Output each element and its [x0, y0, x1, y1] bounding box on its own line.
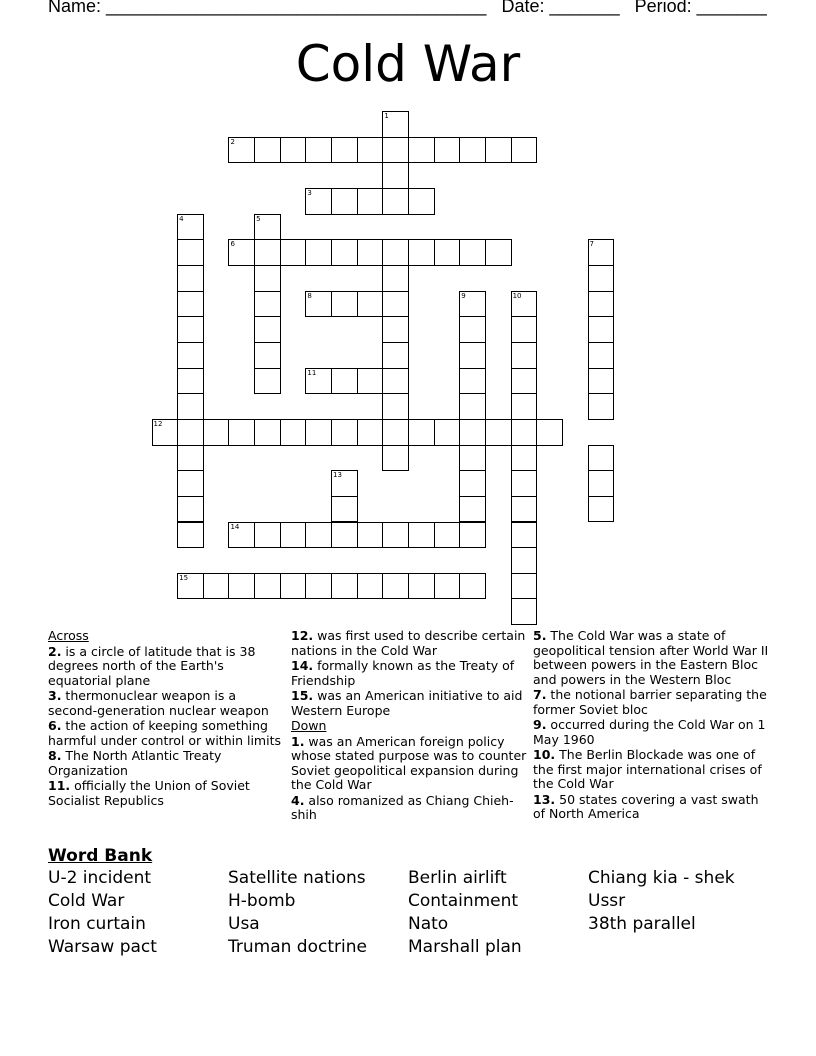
grid-cell[interactable] [152, 419, 179, 446]
grid-cell[interactable] [177, 393, 204, 420]
clue-number-label: 1. [291, 733, 305, 749]
clue-text: the notional barrier separating the former Soviet bloc [533, 687, 767, 717]
grid-cell[interactable] [408, 188, 435, 215]
grid-cell[interactable] [459, 419, 486, 446]
grid-cell[interactable] [382, 573, 409, 600]
grid-cell[interactable] [511, 291, 538, 318]
clue-number: 15 [179, 573, 189, 582]
clue-number: 7 [589, 240, 595, 249]
clue-number-label: 5. [533, 628, 547, 643]
grid-cell[interactable] [177, 342, 204, 369]
grid-cell[interactable] [254, 291, 281, 318]
grid-cell[interactable] [331, 522, 358, 549]
grid-cell[interactable] [254, 573, 281, 600]
grid-cell[interactable] [305, 137, 332, 164]
clue-number-label: 8. [48, 748, 62, 763]
word-bank-item: Nato [408, 914, 449, 934]
word-bank-item: Cold War [48, 891, 125, 911]
clue [291, 794, 527, 823]
grid-cell[interactable] [331, 496, 358, 523]
grid-cell[interactable] [305, 291, 332, 318]
grid-cell[interactable] [408, 419, 435, 446]
clue-section-heading: Across [48, 628, 89, 643]
clue-text: the action of keeping something harmful under control or within limits [48, 718, 281, 748]
word-bank-item: Usa [228, 914, 260, 934]
grid-cell[interactable] [408, 239, 435, 266]
grid-cell[interactable] [459, 393, 486, 420]
grid-cell[interactable] [511, 368, 538, 395]
clue-number-label: 4. [291, 792, 305, 808]
grid-cell[interactable] [331, 368, 358, 395]
grid-cell[interactable] [177, 291, 204, 318]
grid-cell[interactable] [203, 419, 230, 446]
grid-cell[interactable] [203, 573, 230, 600]
grid-cell[interactable] [228, 573, 255, 600]
grid-cell[interactable] [305, 419, 332, 446]
clue-number-label: 14. [291, 658, 314, 673]
word-bank-title: Word Bank [48, 846, 153, 866]
grid-cell[interactable] [280, 239, 307, 266]
grid-cell[interactable] [357, 188, 384, 215]
clue-number: 12 [153, 419, 163, 428]
clue-number-label: 11. [48, 778, 71, 793]
grid-cell[interactable] [382, 522, 409, 549]
grid-cell[interactable] [280, 573, 307, 600]
clue-number: 10 [512, 291, 522, 300]
grid-cell[interactable] [382, 368, 409, 395]
word-bank-item: H-bomb [228, 891, 296, 911]
grid-cell[interactable] [459, 137, 486, 164]
clue [291, 735, 527, 793]
word-bank-item: Ussr [588, 891, 626, 911]
clue [48, 719, 284, 748]
grid-cell[interactable] [331, 419, 358, 446]
grid-cell[interactable] [588, 265, 615, 292]
grid-cell[interactable] [485, 137, 512, 164]
grid-cell[interactable] [459, 573, 486, 600]
word-bank-item: 38th parallel [588, 914, 696, 934]
clue-text: was an American foreign policy whose stated purpose was to counter Soviet geopolitical expansion during the Cold War [291, 733, 527, 792]
grid-cell[interactable] [511, 470, 538, 497]
grid-cell[interactable] [305, 573, 332, 600]
word-bank-list [48, 867, 768, 959]
grid-cell[interactable] [408, 573, 435, 600]
clue-text: 50 states covering a vast swath of North America [533, 791, 759, 821]
grid-cell[interactable] [382, 265, 409, 292]
grid-cell[interactable] [588, 368, 615, 395]
clues-column-1 [48, 629, 284, 809]
grid-cell[interactable] [357, 522, 384, 549]
clue-number: 6 [230, 240, 235, 249]
page-title: Cold War [295, 35, 521, 93]
grid-cell[interactable] [382, 162, 409, 189]
grid-cell[interactable] [177, 239, 204, 266]
clue-text: thermonuclear weapon is a second-generation nuclear weapon [48, 688, 269, 718]
clue-number: 11 [307, 368, 317, 377]
grid-cell[interactable] [254, 239, 281, 266]
clue-text: was an American initiative to aid Western Europe [291, 688, 523, 718]
grid-cell[interactable] [254, 368, 281, 395]
grid-cell[interactable] [382, 111, 409, 138]
period-label: Period: [634, 0, 692, 16]
clue-number-label: 9. [533, 717, 547, 732]
grid-cell[interactable] [511, 316, 538, 343]
clue-number-label: 13. [533, 791, 556, 807]
grid-cell[interactable] [305, 188, 332, 215]
clue [533, 688, 769, 717]
grid-cell[interactable] [382, 342, 409, 369]
name-blank[interactable]: ______________________________________ [106, 0, 487, 16]
clue-number: 14 [230, 522, 240, 531]
word-bank-item: U-2 incident [48, 868, 152, 888]
grid-cell[interactable] [382, 316, 409, 343]
grid-cell[interactable] [305, 368, 332, 395]
grid-cell[interactable] [177, 445, 204, 472]
grid-cell[interactable] [177, 496, 204, 523]
grid-cell[interactable] [382, 188, 409, 215]
clue [291, 689, 527, 718]
grid-cell[interactable] [331, 188, 358, 215]
clue-number-label: 2. [48, 643, 62, 659]
grid-cell[interactable] [254, 265, 281, 292]
word-bank-item: Warsaw pact [48, 937, 157, 957]
grid-cell[interactable] [434, 137, 461, 164]
grid-cell[interactable] [305, 522, 332, 549]
grid-cell[interactable] [459, 522, 486, 549]
grid-cell[interactable] [228, 419, 255, 446]
clue-number-label: 7. [533, 687, 547, 702]
date-blank[interactable]: _______ [549, 0, 620, 16]
grid-cell[interactable] [511, 598, 538, 625]
clue-text: The Berlin Blockade was one of the first major international crises of the Cold War [533, 747, 762, 791]
clue-text: is a circle of latitude that is 38 degrees north of the Earth's equatorial plane [48, 643, 256, 688]
word-bank-item: Chiang kia - shek [588, 868, 735, 888]
grid-cell[interactable] [177, 522, 204, 549]
grid-cell[interactable] [408, 137, 435, 164]
grid-cell[interactable] [331, 291, 358, 318]
clue-number-label: 10. [533, 747, 556, 762]
word-bank-item: Iron curtain [48, 914, 146, 934]
grid-cell[interactable] [331, 239, 358, 266]
grid-cell[interactable] [459, 445, 486, 472]
grid-cell[interactable] [357, 368, 384, 395]
grid-cell[interactable] [177, 316, 204, 343]
grid-cell[interactable] [228, 137, 255, 164]
grid-cell[interactable] [511, 342, 538, 369]
word-bank-item: Containment [408, 891, 519, 911]
grid-cell[interactable] [459, 239, 486, 266]
grid-cell[interactable] [177, 470, 204, 497]
clue-text: was first used to describe certain nations in the Cold War [291, 628, 526, 658]
clue-number: 4 [179, 214, 184, 223]
clue-text: officially the Union of Soviet Socialist Republics [48, 778, 250, 808]
grid-cell[interactable] [485, 239, 512, 266]
grid-cell[interactable] [357, 573, 384, 600]
clue-number: 3 [307, 189, 312, 198]
word-bank [48, 845, 768, 959]
grid-cell[interactable] [228, 522, 255, 549]
clue [533, 793, 769, 822]
grid-cell[interactable] [177, 214, 204, 241]
clue-number: 8 [307, 291, 312, 300]
grid-cell[interactable] [382, 393, 409, 420]
grid-cell[interactable] [254, 137, 281, 164]
word-bank-item: Marshall plan [408, 937, 522, 957]
clue-number-label: 15. [291, 688, 314, 703]
grid-cell[interactable] [408, 522, 435, 549]
clue-text: also romanized as Chiang Chieh-shih [291, 792, 514, 822]
grid-cell[interactable] [254, 342, 281, 369]
grid-cell[interactable] [382, 137, 409, 164]
grid-cell[interactable] [459, 291, 486, 318]
grid-cell[interactable] [588, 316, 615, 343]
grid-cell[interactable] [434, 573, 461, 600]
grid-cell[interactable] [536, 419, 563, 446]
grid-cell[interactable] [382, 445, 409, 472]
clue [48, 779, 284, 808]
clue-number-label: 12. [291, 628, 314, 643]
clue-text: occurred during the Cold War on 1 May 1960 [533, 717, 766, 747]
grid-cell[interactable] [254, 522, 281, 549]
clue [533, 748, 769, 792]
grid-cell[interactable] [382, 239, 409, 266]
grid-cell[interactable] [382, 419, 409, 446]
grid-cell[interactable] [357, 419, 384, 446]
word-bank-item: Berlin airlift [408, 868, 507, 888]
clue [291, 659, 527, 688]
grid-cell[interactable] [588, 342, 615, 369]
clue [48, 645, 284, 689]
clue-number-label: 3. [48, 688, 62, 703]
grid-cell[interactable] [382, 291, 409, 318]
grid-cell[interactable] [511, 496, 538, 523]
grid-cell[interactable] [280, 522, 307, 549]
clue-text: The North Atlantic Treaty Organization [48, 748, 222, 778]
clue [48, 689, 284, 718]
grid-cell[interactable] [280, 137, 307, 164]
grid-cell[interactable] [434, 522, 461, 549]
grid-cell[interactable] [254, 214, 281, 241]
grid-cell[interactable] [434, 239, 461, 266]
grid-cell[interactable] [254, 419, 281, 446]
clue [291, 629, 527, 658]
clue-text: formally known as the Treaty of Friendship [291, 658, 515, 688]
grid-cell[interactable] [177, 265, 204, 292]
grid-cell[interactable] [511, 522, 538, 549]
clue-number: 2 [230, 137, 235, 146]
grid-cell[interactable] [305, 239, 332, 266]
grid-cell[interactable] [331, 137, 358, 164]
grid-cell[interactable] [459, 470, 486, 497]
grid-cell[interactable] [459, 342, 486, 369]
clue [48, 749, 284, 778]
grid-cell[interactable] [588, 393, 615, 420]
name-label: Name: [48, 0, 102, 16]
clue-text: The Cold War was a state of geopolitical tension after World War II between powers in the Eastern Bloc and powers in the Western Bloc [533, 628, 769, 687]
grid-cell[interactable] [588, 291, 615, 318]
grid-cell[interactable] [459, 368, 486, 395]
word-bank-item: Satellite nations [228, 868, 366, 888]
grid-cell[interactable] [177, 573, 204, 600]
grid-cell[interactable] [357, 239, 384, 266]
clue-number: 5 [256, 214, 261, 223]
grid-cell[interactable] [331, 470, 358, 497]
clue-number: 1 [384, 112, 389, 121]
clues-column-3 [533, 629, 769, 823]
grid-cell[interactable] [254, 316, 281, 343]
grid-cell[interactable] [511, 573, 538, 600]
grid-cell[interactable] [459, 496, 486, 523]
grid-cell[interactable] [511, 419, 538, 446]
grid-cell[interactable] [228, 239, 255, 266]
grid-cell[interactable] [511, 393, 538, 420]
grid-cell[interactable] [357, 137, 384, 164]
grid-cell[interactable] [511, 445, 538, 472]
clue-section-heading: Down [291, 718, 327, 733]
grid-cell[interactable] [588, 445, 615, 472]
clues-column-2 [291, 629, 527, 824]
grid-cell[interactable] [588, 496, 615, 523]
date-label: Date: [501, 0, 545, 16]
clue [533, 718, 769, 747]
period-blank[interactable]: _______ [696, 0, 767, 16]
grid-cell[interactable] [485, 419, 512, 446]
grid-cell[interactable] [177, 419, 204, 446]
grid-cell[interactable] [280, 419, 307, 446]
clue-number-label: 6. [48, 718, 62, 733]
grid-cell[interactable] [511, 547, 538, 574]
grid-cell[interactable] [434, 419, 461, 446]
clue-number: 9 [461, 291, 466, 300]
clue [533, 629, 769, 687]
grid-cell[interactable] [177, 368, 204, 395]
grid-cell[interactable] [588, 470, 615, 497]
grid-cell[interactable] [588, 239, 615, 266]
grid-cell[interactable] [459, 316, 486, 343]
clue-number: 13 [333, 471, 342, 480]
grid-cell[interactable] [357, 291, 384, 318]
word-bank-item: Truman doctrine [228, 937, 367, 957]
grid-cell[interactable] [331, 573, 358, 600]
grid-cell[interactable] [511, 137, 538, 164]
